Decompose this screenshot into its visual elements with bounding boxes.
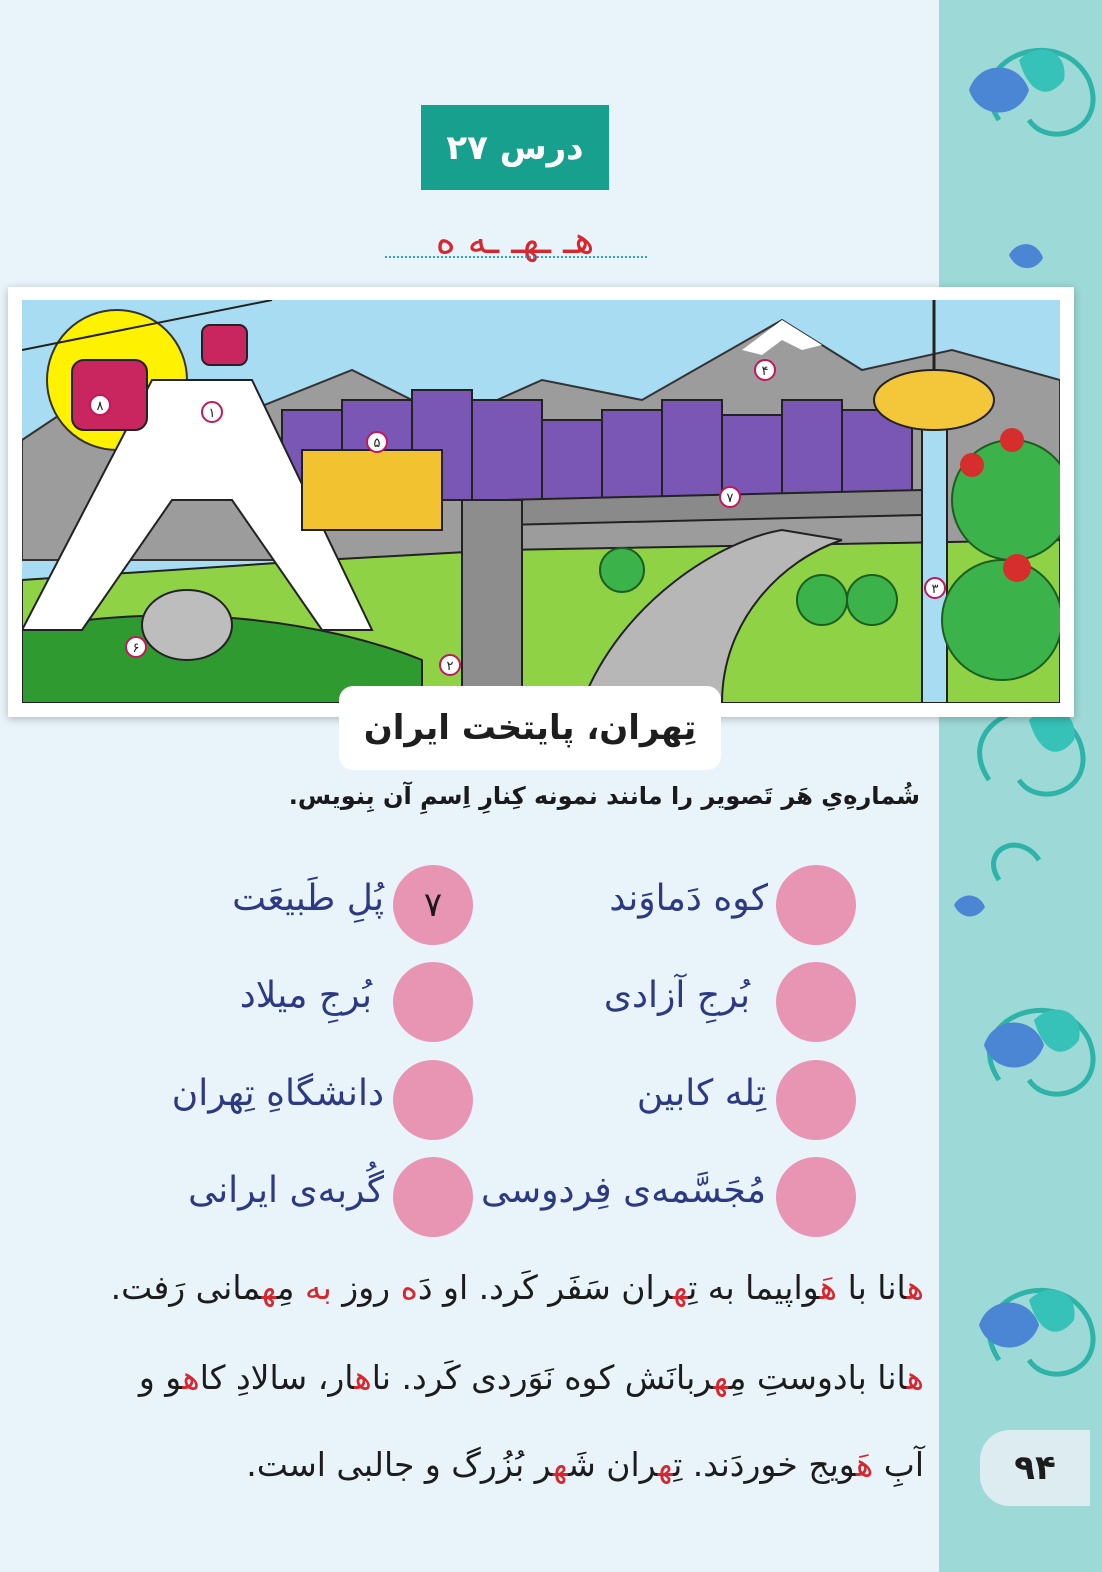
item-label-1: کوه دَماوَند (609, 878, 768, 919)
paisley-decoration-icon (939, 0, 1102, 1572)
item-label-4: بُرجِ میلاد (239, 975, 372, 1016)
lesson-title-box (421, 105, 609, 190)
text-run: مِ (276, 1268, 305, 1307)
marker-4: ۴ (761, 364, 769, 379)
highlight-letter: ه (906, 1268, 924, 1307)
marker-5: ۵ (373, 436, 381, 451)
page-number-tab (980, 1430, 1090, 1506)
text-run: ران شَ (568, 1445, 658, 1484)
text-run: ار، سالادِ کا (199, 1358, 355, 1397)
item-label-7: مُجَسَّمه‌ی فِردوسی (480, 1170, 766, 1211)
highlight-letter: ه (354, 1358, 372, 1397)
text-run: و و (138, 1358, 183, 1397)
text-run: انا بادوستِ مِ (728, 1358, 907, 1397)
marker-6: ۶ (132, 641, 140, 656)
text-run: ربانَش کوه نَوَردی کَرد. نا (371, 1358, 714, 1397)
highlight-letter: ه (182, 1358, 200, 1397)
answer-circle-8[interactable] (393, 1157, 473, 1237)
text-run: انا با (837, 1268, 907, 1307)
paragraph-line-1 (110, 1268, 924, 1307)
highlight-letter: ه (400, 1268, 418, 1307)
item-label-2: پُلِ طَبیعَت (232, 878, 384, 919)
answer-circle-5[interactable] (776, 1060, 856, 1140)
decorative-side-strip (939, 0, 1102, 1572)
highlight-letter: هَ (819, 1268, 838, 1307)
exercise-instruction: شُمارهِ‌یِ هَر تَصویر را مانند نمونه کِنارِ اِسمِ آن بِنویس. (288, 782, 920, 810)
item-label-6: دانشگاهِ تِهران (171, 1073, 384, 1114)
answer-circle-3[interactable] (776, 962, 856, 1042)
highlight-letter: به (304, 1268, 332, 1307)
caption-box (339, 686, 721, 770)
letter-forms: هـ ـهـ ـه ه (435, 218, 595, 262)
highlight-letter: ه (672, 1268, 689, 1307)
paragraph-line-3 (164, 1445, 924, 1484)
item-label-8: گُربه‌ی ایرانی (188, 1170, 384, 1211)
answer-circle-1[interactable] (776, 865, 856, 945)
marker-8: ۸ (96, 399, 104, 414)
page-number: ۹۴ (1014, 1448, 1056, 1488)
highlight-letter: ه (552, 1445, 569, 1484)
highlight-letter: ه (713, 1358, 729, 1397)
item-label-5: تِله کابین (636, 1073, 766, 1114)
answer-circle-6[interactable] (393, 1060, 473, 1140)
highlight-letter: ه (906, 1358, 924, 1397)
answer-circle-7[interactable] (776, 1157, 856, 1237)
highlight-letter: هَ (855, 1445, 874, 1484)
text-run: ر بُزُرگ و جالبی است. (246, 1445, 553, 1484)
text-run: ویج خوردَند. تِ (673, 1445, 856, 1484)
text-run: ران سَفَر کَرد. او دَ (417, 1268, 673, 1307)
lesson-title: درس ۲۷ (446, 127, 584, 168)
marker-7: ۷ (726, 491, 734, 506)
answer-circle-4[interactable] (393, 962, 473, 1042)
text-run: روز (331, 1268, 401, 1307)
text-run: واپیما به تِ (688, 1268, 820, 1307)
illustration-caption: تِهران، پایتخت ایران (363, 708, 697, 748)
tehran-illustration (22, 300, 1060, 703)
dotted-baseline (385, 256, 647, 258)
highlight-letter: ه (657, 1445, 674, 1484)
answer-circle-2[interactable]: ۷ (393, 865, 473, 945)
marker-1: ۱ (208, 406, 216, 421)
marker-2: ۲ (446, 659, 454, 674)
item-label-3: بُرجِ آزادی (603, 975, 750, 1016)
highlight-letter: ه (261, 1268, 277, 1307)
text-run: مانی رَفت. (110, 1268, 262, 1307)
paragraph-line-2 (138, 1358, 924, 1397)
text-run: آبِ (873, 1445, 924, 1484)
marker-3: ۳ (931, 582, 939, 597)
